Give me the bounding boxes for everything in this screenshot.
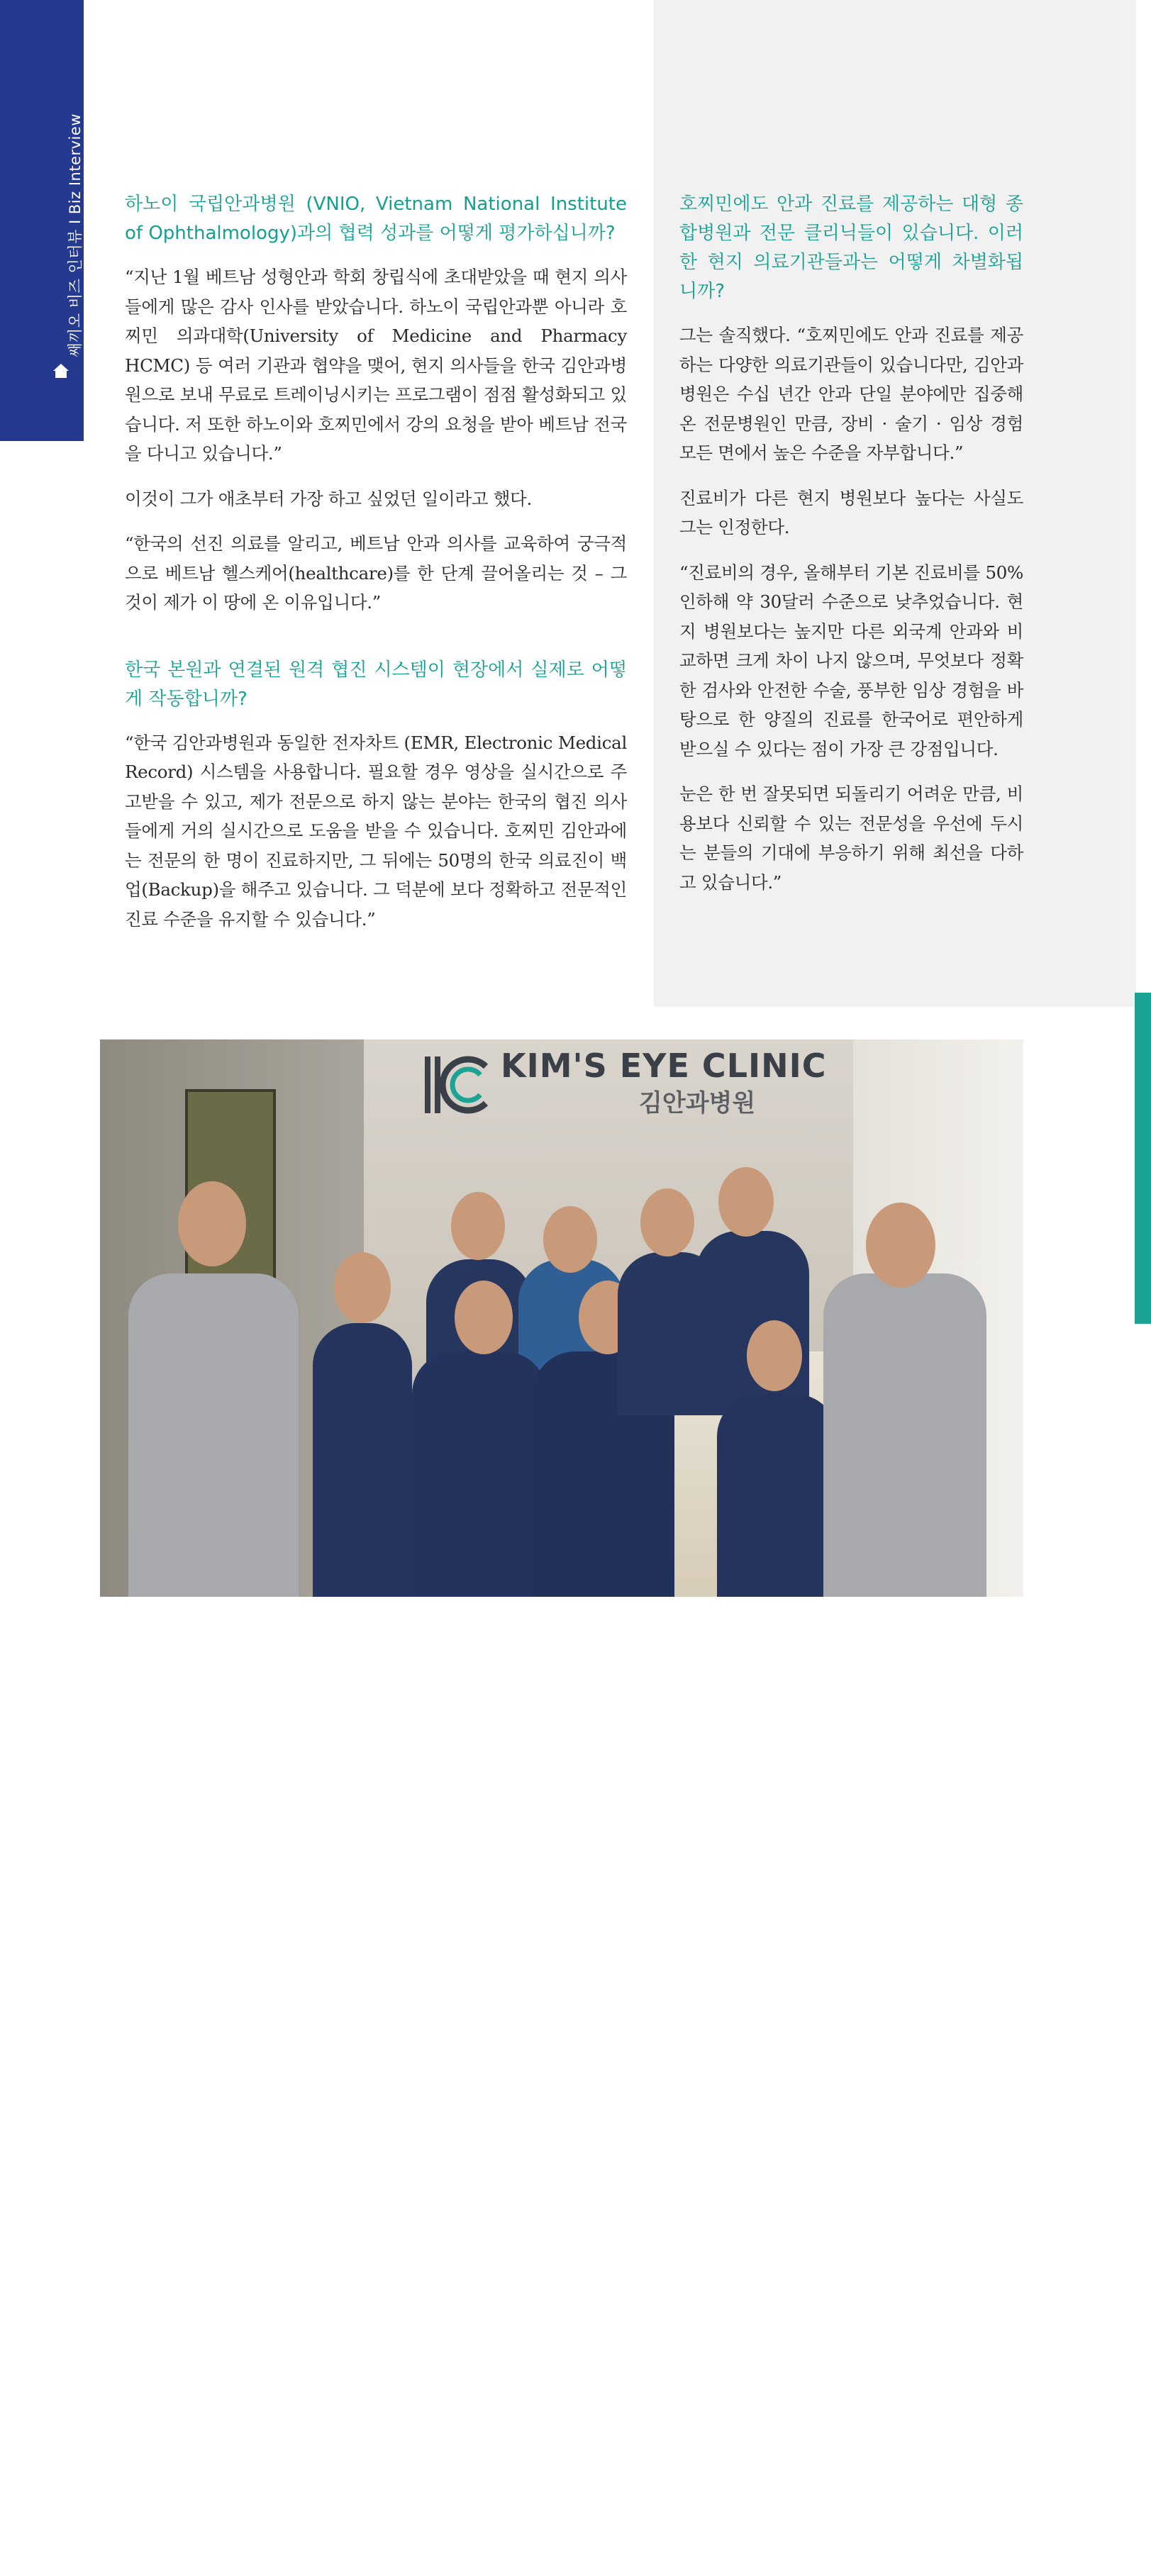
section-tab-label: 쌔끼오 비즈 인터뷰 I Biz Interview (67, 113, 84, 357)
staff-member (823, 1273, 986, 1597)
accent-bar (1135, 993, 1151, 1324)
staff-member (313, 1323, 412, 1597)
staff-face (718, 1167, 774, 1237)
staff-face (747, 1320, 802, 1391)
staff-member (412, 1351, 547, 1597)
paragraph: 진료비가 다른 현지 병원보다 높다는 사실도 그는 인정한다. (679, 487, 1023, 537)
clinic-logo-icon (421, 1051, 497, 1119)
right-column (679, 190, 1023, 913)
clinic-sign-korean: 김안과병원 (639, 1089, 756, 1117)
staff-face (640, 1188, 694, 1256)
house-icon (52, 363, 69, 379)
paragraph: “지난 1월 베트남 성형안과 학회 창립식에 초대받았을 때 현지 의사들에게 많은 감사 인사를 받았습니다. 하노이 국립안과뿐 아니라 호찌민 의과대학(University of Medicine and Pharmacy HCMC) 등 여러 기관과 협약을 맺어, 현지 의사들을 한국 김안과병원으로 보내 무료로 트레이닝시키는 프로그램이 점점 활성화되고 있습니다. 저 또한 하노이와 호찌민에서 강의 요청을 받아 베트남 전국을 다니고 있습니다.” (125, 267, 627, 464)
paragraph: “한국의 선진 의료를 알리고, 베트남 안과 의사를 교육하여 궁극적으로 베트남 헬스케어(healthcare)를 한 단계 끌어올리는 것 – 그것이 제가 이 땅에 온 이유입니다.” (125, 533, 627, 613)
question-heading: 한국 본원과 연결된 원격 협진 시스템이 현장에서 실제로 어떻게 작동합니까? (125, 659, 627, 710)
staff-face (451, 1192, 505, 1260)
left-column (125, 190, 627, 949)
paragraph: 이것이 그가 애초부터 가장 하고 싶었던 일이라고 했다. (125, 488, 532, 509)
staff-face (543, 1206, 597, 1273)
staff-member (717, 1394, 838, 1597)
paragraph: 눈은 한 번 잘못되면 되돌리기 어려운 만큼, 비용보다 신뢰할 수 있는 전문성을 우선에 두시는 분들의 기대에 부응하기 위해 최선을 다하고 있습니다.” (679, 784, 1023, 893)
staff-face (455, 1281, 513, 1354)
section-tab (0, 0, 84, 441)
page-number: 48 (200, 2558, 220, 2576)
paragraph: 그는 솔직했다. “호찌민에도 안과 진료를 제공하는 다양한 의료기관들이 있습니다만, 김안과병원은 수십 년간 안과 단일 분야에만 집중해 온 전문병원인 만큼, 장비 · 술기 · 임상 경험 모든 면에서 높은 수준을 자부합니다.” (679, 325, 1023, 463)
paragraph: “진료비의 경우, 올해부터 기본 진료비를 50% 인하해 약 30달러 수준으로 낮추었습니다. 현지 병원보다는 높지만 다른 외국계 안과와 비교하면 크게 차이 나지 않으며, 무엇보다 정확한 검사와 안전한 수술, 풍부한 임상 경험을 바탕으로 한 양질의 진료를 한국어로 편안하게 받으실 수 있다는 점이 가장 큰 강점입니다. (679, 562, 1023, 759)
staff-face (866, 1203, 935, 1288)
staff-face (178, 1181, 246, 1266)
clinic-sign-english: KIM'S EYE CLINIC (501, 1047, 827, 1085)
clinic-staff-photo (100, 1039, 1023, 2576)
paragraph: “한국 김안과병원과 동일한 전자차트 (EMR, Electronic Medical Record) 시스템을 사용합니다. 필요할 경우 영상을 실시간으로 주고받을 수 있고, 제가 전문으로 하지 않는 분야는 한국의 협진 의사들에게 거의 실시간으로 도움을 받을 수 있습니다. 호찌민 김안과에는 전문의 한 명이 진료하지만, 그 뒤에는 50명의 한국 의료진이 백업(Backup)을 해주고 있습니다. 그 덕분에 보다 정확하고 전문적인 진료 수준을 유지할 수 있습니다.” (125, 732, 627, 930)
staff-member (128, 1273, 299, 1597)
staff-face (334, 1252, 391, 1323)
staff-member (696, 1231, 809, 1415)
question-heading: 호찌민에도 안과 진료를 제공하는 대형 종합병원과 전문 클리닉들이 있습니다. 이러한 현지 의료기관들과는 어떻게 차별화됩니까? (679, 194, 1023, 302)
question-heading: 하노이 국립안과병원 (VNIO, Vietnam National Institute of Ophthalmology)과의 협력 성과를 어떻게 평가하십니까? (125, 194, 627, 244)
